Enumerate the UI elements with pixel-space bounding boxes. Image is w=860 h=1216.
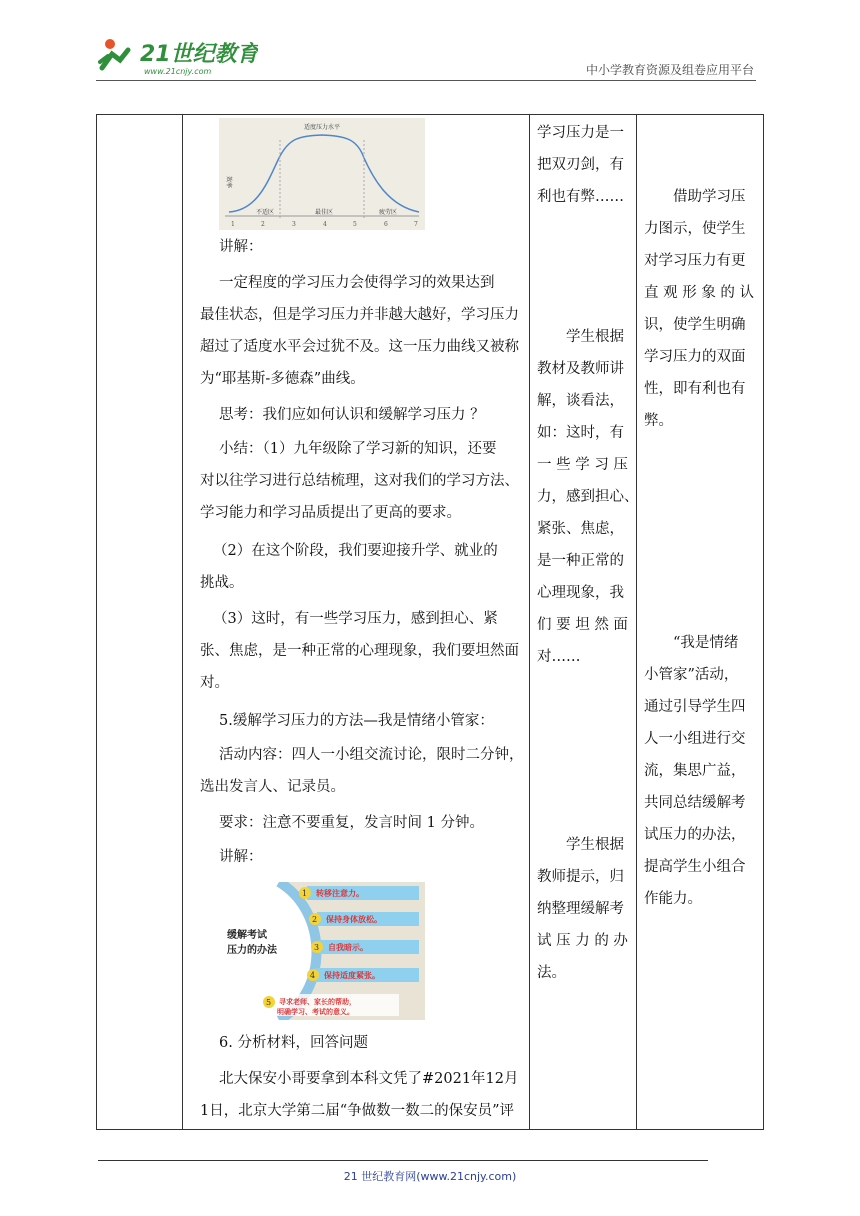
zone-label: 不适区 xyxy=(256,209,275,216)
text-line: 心理现象，我 xyxy=(537,585,624,601)
paragraph-line: 最佳状态，但是学习压力并非越大越好，学习压力 xyxy=(200,307,519,323)
text-line: 利也有弊…… xyxy=(537,189,624,205)
lecture-label: 讲解： xyxy=(219,849,263,865)
method-title: 5.缓解学习压力的方法—我是情绪小管家： xyxy=(219,713,494,729)
item-number: 3 xyxy=(314,943,320,952)
item-text: 保持适度紧张。 xyxy=(324,971,380,980)
item-text: 保持身体放松。 xyxy=(326,915,382,924)
column-divider xyxy=(182,115,183,1129)
column-divider xyxy=(636,115,637,1129)
section-title: 6. 分析材料，回答问题 xyxy=(219,1035,368,1051)
runner-logo-icon xyxy=(98,34,258,78)
tick-label: 3 xyxy=(292,221,296,228)
text-line: 通过引导学生四 xyxy=(644,699,746,715)
text-line: 提高学生小组合 xyxy=(644,859,746,875)
activity-line: 活动内容：四人一小组交流讨论，限时二分钟， xyxy=(219,747,524,763)
platform-name: 中小学教育资源及组卷应用平台 xyxy=(585,63,754,77)
point-line: （2）在这个阶段，我们要迎接升学、就业的 xyxy=(213,543,498,559)
text-line: 流，集思广益， xyxy=(644,763,746,779)
lesson-table xyxy=(96,114,764,1130)
point-line: 挑战。 xyxy=(200,575,244,591)
text-line: 学习压力是一 xyxy=(537,125,624,141)
design-intent-block xyxy=(644,181,762,437)
logo-url: www.21cnjy.com xyxy=(144,67,212,76)
text-line: 法。 xyxy=(537,965,566,981)
text-line: “我是情绪 xyxy=(673,635,739,651)
material-line: 北大保安小哥要拿到本科文凭了#2021年12月 xyxy=(219,1071,519,1087)
method-item xyxy=(311,940,419,954)
student-activity-block xyxy=(537,117,629,213)
text-line: 紧张、焦虑， xyxy=(537,521,624,537)
text-line: 一 些 学 习 压 xyxy=(537,457,628,473)
summary-line: 学习能力和学习品质提出了更高的要求。 xyxy=(200,505,461,521)
pressure-curve-figure xyxy=(219,118,425,230)
paragraph-line: 超过了适度水平会过犹不及。这一压力曲线又被称 xyxy=(200,339,519,355)
text-line: 力图示，使学生 xyxy=(644,221,746,237)
item-number: 2 xyxy=(312,915,318,924)
text-line: 作能力。 xyxy=(644,891,702,907)
text-line: 教材及教师讲 xyxy=(537,361,624,377)
column-divider xyxy=(529,115,530,1129)
item-number: 5 xyxy=(266,998,272,1007)
item-number: 1 xyxy=(302,889,308,898)
text-line: 解，谈看法， xyxy=(537,393,624,409)
text-line: 纳整理缓解考 xyxy=(537,901,624,917)
design-intent-block xyxy=(644,627,762,915)
text-line: 对学习压力有更 xyxy=(644,253,746,269)
text-line: 学习压力的双面 xyxy=(644,349,746,365)
text-line: 对…… xyxy=(537,649,581,665)
point-line: （3）这时，有一些学习压力，感到担心、紧 xyxy=(213,611,498,627)
paragraph-line: 一定程度的学习压力会使得学习的效果达到 xyxy=(219,275,495,291)
text-line: 试压力的办法， xyxy=(644,827,746,843)
student-activity-block xyxy=(537,829,629,989)
text-line: 学生根据 xyxy=(566,837,624,853)
footer-link[interactable]: 21 世纪教育网(www.21cnjy.com) xyxy=(343,1170,517,1183)
item-text: 自我暗示。 xyxy=(328,943,368,952)
zone-label: 疲劳区 xyxy=(379,209,398,216)
text-line: 识，使学生明确 xyxy=(644,317,746,333)
relief-methods-diagram xyxy=(219,882,425,1020)
text-line: 小管家”活动， xyxy=(644,667,739,683)
method-item xyxy=(263,994,399,1016)
tick-label: 2 xyxy=(261,221,265,228)
student-activity-block xyxy=(537,321,639,673)
summary-line: 小结：（1）九年级除了学习新的知识，还要 xyxy=(219,441,497,457)
item-text: 寻求老师、家长的帮助， xyxy=(279,998,356,1006)
think-question: 思考：我们应如何认识和缓解学习压力 ？ xyxy=(219,407,485,423)
method-item xyxy=(299,886,419,900)
zone-label: 最佳区 xyxy=(315,209,334,216)
text-line: 借助学习压 xyxy=(673,189,746,205)
item-number: 4 xyxy=(310,971,316,980)
method-item xyxy=(307,968,419,982)
item-text: 明确学习、考试的意义。 xyxy=(277,1008,354,1016)
diagram-title: 缓解考试 xyxy=(227,930,267,941)
text-line: 教师提示，归 xyxy=(537,869,624,885)
tick-label: 6 xyxy=(384,221,388,228)
activity-line: 选出发言人、记录员。 xyxy=(200,779,345,795)
tick-label: 5 xyxy=(353,221,357,228)
logo-text: 21世纪教育 xyxy=(140,42,258,67)
diagram-title: 压力的办法 xyxy=(227,945,277,956)
text-line: 们 要 坦 然 面 xyxy=(537,617,628,633)
site-logo xyxy=(98,34,258,78)
text-line: 弊。 xyxy=(644,413,673,429)
text-line: 共同总结缓解考 xyxy=(644,795,746,811)
lecture-label: 讲解： xyxy=(219,239,263,255)
paragraph-line: 为“耶基斯-多德森”曲线。 xyxy=(200,371,365,387)
summary-line: 对以往学习进行总结梳理，这对我们的学习方法、 xyxy=(200,473,519,489)
requirement: 要求：注意不要重复，发言时间 1 分钟。 xyxy=(219,815,484,831)
text-line: 力，感到担心、 xyxy=(537,489,639,505)
text-line: 试 压 力 的 办 xyxy=(537,933,628,949)
text-line: 如：这时，有 xyxy=(537,425,624,441)
point-line: 张、焦虑，是一种正常的心理现象，我们要坦然面 xyxy=(200,643,519,659)
method-item xyxy=(309,912,419,926)
tick-label: 7 xyxy=(414,221,418,228)
point-line: 对。 xyxy=(200,675,229,691)
text-line: 学生根据 xyxy=(566,329,624,345)
text-line: 是一种正常的 xyxy=(537,553,624,569)
tick-label: 4 xyxy=(323,221,327,228)
text-line: 直 观 形 象 的 认 xyxy=(644,285,755,301)
text-line: 人一小组进行交 xyxy=(644,731,746,747)
chart-top-label: 适度压力水平 xyxy=(303,124,341,131)
pressure-curve xyxy=(229,135,419,212)
tick-label: 1 xyxy=(231,221,235,228)
material-line: 1日，北京大学第二届“争做数一数二的保安员”评 xyxy=(200,1103,515,1119)
text-line: 把双刃剑，有 xyxy=(537,157,624,173)
chart-y-label: 效率 xyxy=(225,176,232,189)
footer-divider xyxy=(98,1160,708,1161)
header-divider xyxy=(96,80,756,81)
item-text: 转移注意力。 xyxy=(316,889,364,898)
text-line: 性，即有利也有 xyxy=(644,381,746,397)
